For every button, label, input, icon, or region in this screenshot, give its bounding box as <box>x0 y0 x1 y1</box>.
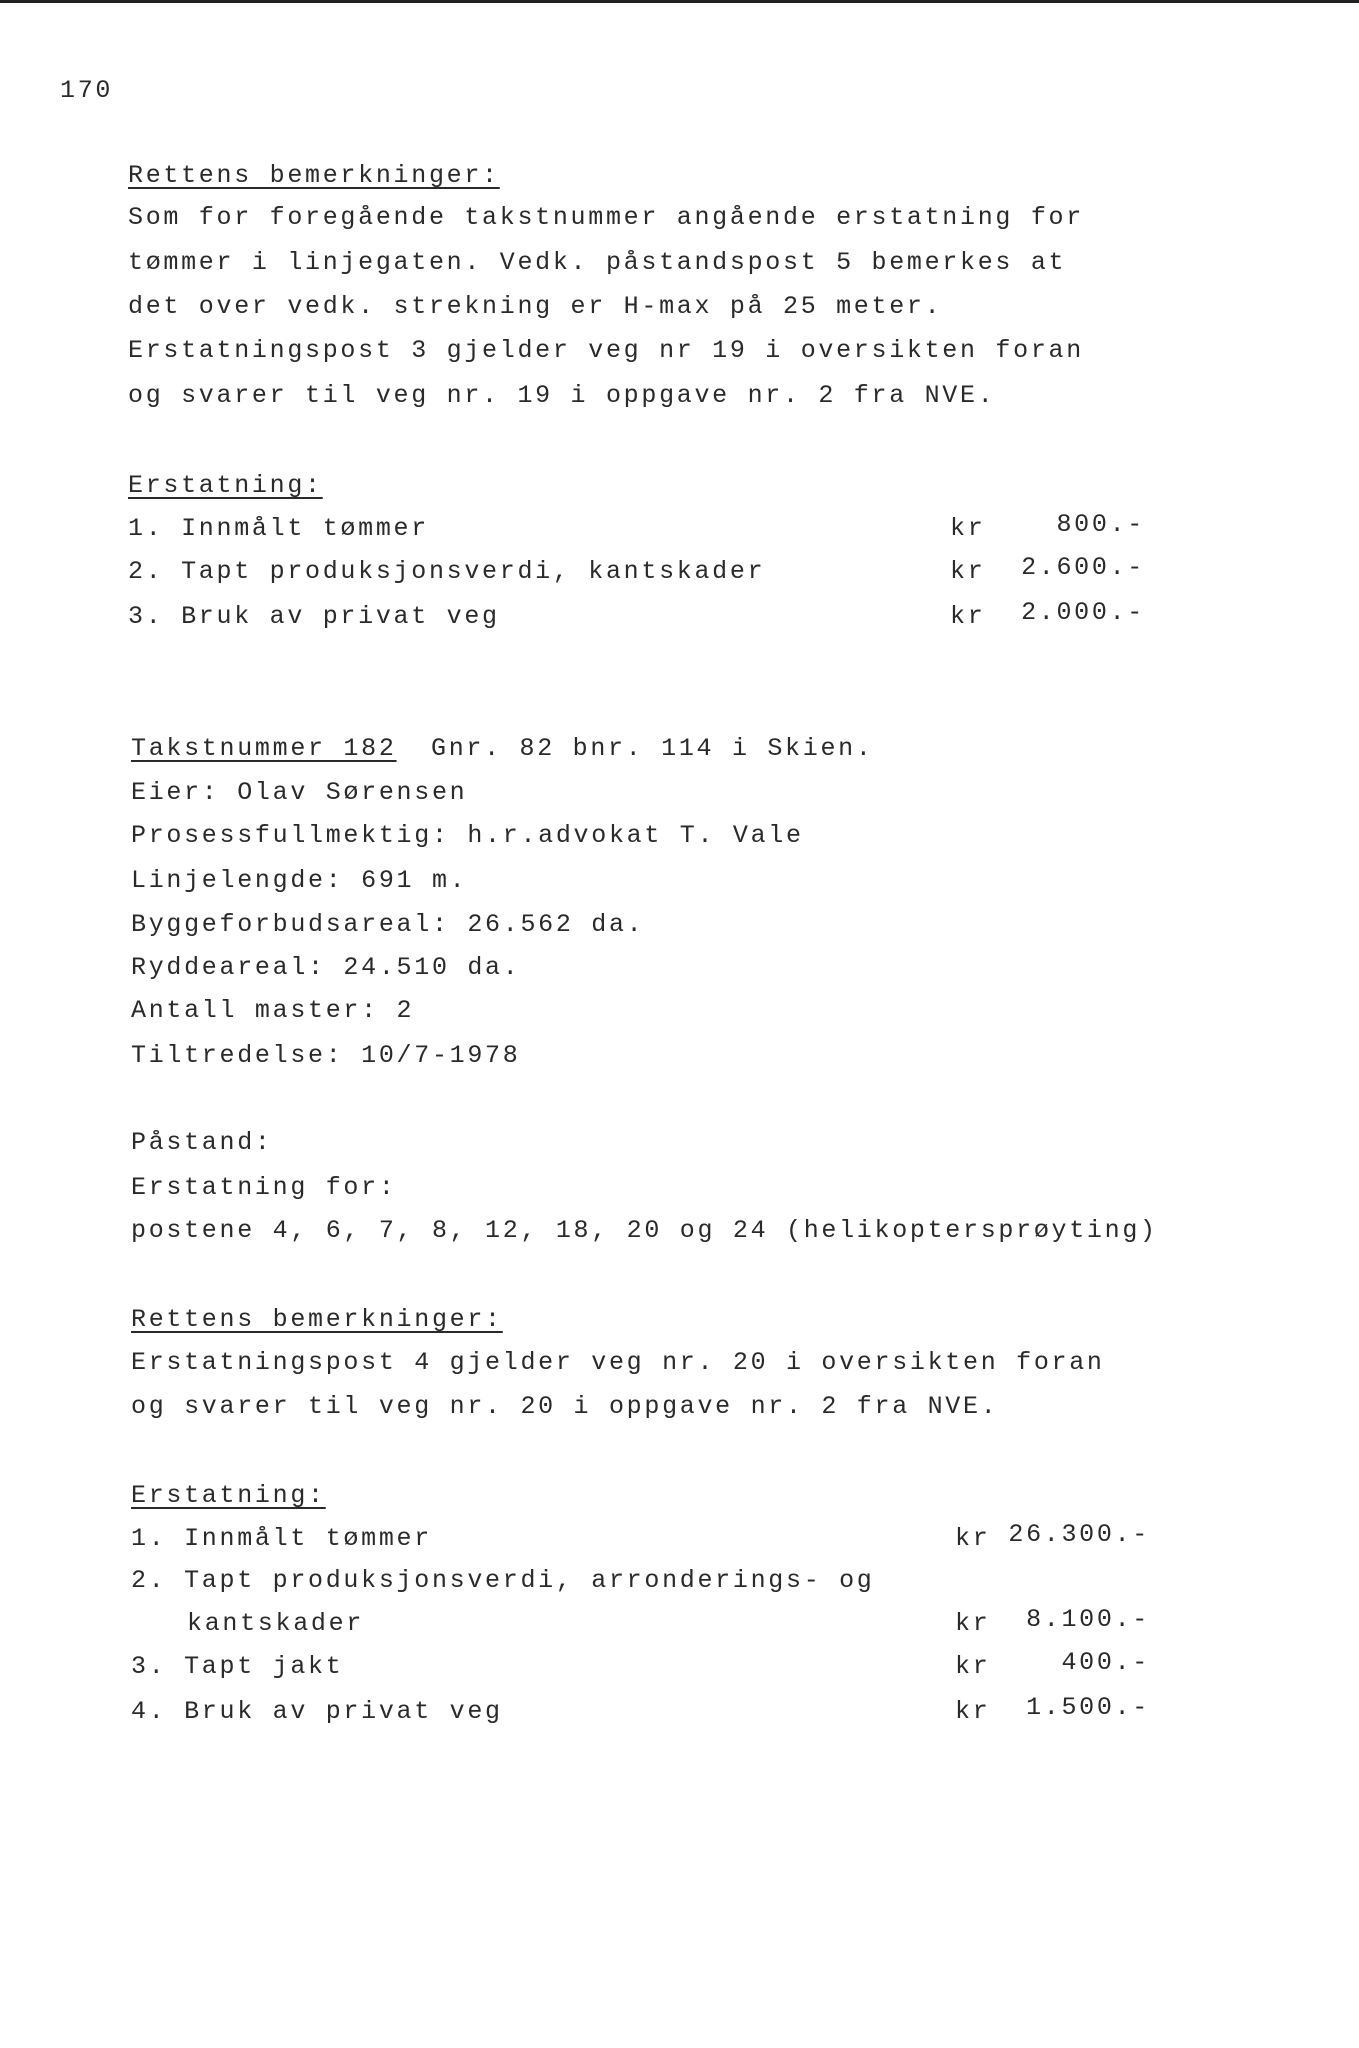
takst-number-label: Takstnummer 182 <box>131 734 397 763</box>
currency-label: kr <box>955 1609 991 1638</box>
compensation-amount: 800.- <box>1056 510 1145 539</box>
compensation-item-label: 2. Tapt produksjonsverdi, arronderings- og <box>131 1566 875 1595</box>
compensation-amount: 2.000.- <box>1021 598 1145 627</box>
detail-clearing-area: Ryddeareal: 24.510 da. <box>131 953 521 982</box>
compensation-item-label-continued: kantskader <box>187 1609 365 1638</box>
claim-line: Erstatning for: <box>131 1173 397 1202</box>
currency-label: kr <box>950 514 986 543</box>
compensation-item-label: 2. Tapt produksjonsverdi, kantskader <box>128 557 766 586</box>
compensation-item-label: 4. Bruk av privat veg <box>131 1697 503 1726</box>
detail-mast-count: Antall master: 2 <box>131 996 415 1025</box>
detail-owner: Eier: Olav Sørensen <box>131 778 468 807</box>
scan-edge <box>0 0 1359 3</box>
compensation-amount: 8.100.- <box>1026 1605 1150 1634</box>
claim-heading: Påstand: <box>131 1128 273 1157</box>
compensation-heading: Erstatning: <box>128 471 323 500</box>
compensation-amount: 1.500.- <box>1026 1693 1150 1722</box>
currency-label: kr <box>955 1652 991 1681</box>
page-number: 170 <box>60 76 114 105</box>
takst-property: Gnr. 82 bnr. 114 i Skien. <box>431 734 874 763</box>
remarks-line: det over vedk. strekning er H-max på 25 meter. <box>128 292 943 321</box>
compensation-item-label: 3. Tapt jakt <box>131 1652 344 1681</box>
compensation-amount: 400.- <box>1061 1648 1150 1677</box>
compensation-item-label: 1. Innmålt tømmer <box>131 1524 432 1553</box>
remarks-line: Som for foregående takstnummer angående erstatning for <box>128 203 1084 232</box>
compensation-item-label: 1. Innmålt tømmer <box>128 514 429 543</box>
remarks-line: Erstatningspost 4 gjelder veg nr. 20 i oversikten foran <box>131 1348 1105 1377</box>
remarks-line: tømmer i linjegaten. Vedk. påstandspost 5 bemerkes at <box>128 248 1067 277</box>
compensation-item-label: 3. Bruk av privat veg <box>128 602 500 631</box>
remarks-line: Erstatningspost 3 gjelder veg nr 19 i oversikten foran <box>128 336 1084 365</box>
compensation-amount: 26.300.- <box>1008 1520 1150 1549</box>
detail-access-date: Tiltredelse: 10/7-1978 <box>131 1041 521 1070</box>
currency-label: kr <box>950 557 986 586</box>
currency-label: kr <box>955 1524 991 1553</box>
detail-building-ban-area: Byggeforbudsareal: 26.562 da. <box>131 910 645 939</box>
detail-line-length: Linjelengde: 691 m. <box>131 866 468 895</box>
remarks-heading: Rettens bemerkninger: <box>131 1305 503 1334</box>
remarks-line: og svarer til veg nr. 20 i oppgave nr. 2 fra NVE. <box>131 1392 999 1421</box>
currency-label: kr <box>950 602 986 631</box>
currency-label: kr <box>955 1697 991 1726</box>
remarks-heading: Rettens bemerkninger: <box>128 161 500 190</box>
compensation-amount: 2.600.- <box>1021 553 1145 582</box>
claim-line: postene 4, 6, 7, 8, 12, 18, 20 og 24 (helikoptersprøyting) <box>131 1216 1158 1245</box>
detail-attorney: Prosessfullmektig: h.r.advokat T. Vale <box>131 821 804 850</box>
compensation-heading: Erstatning: <box>131 1481 326 1510</box>
remarks-line: og svarer til veg nr. 19 i oppgave nr. 2 fra NVE. <box>128 381 996 410</box>
